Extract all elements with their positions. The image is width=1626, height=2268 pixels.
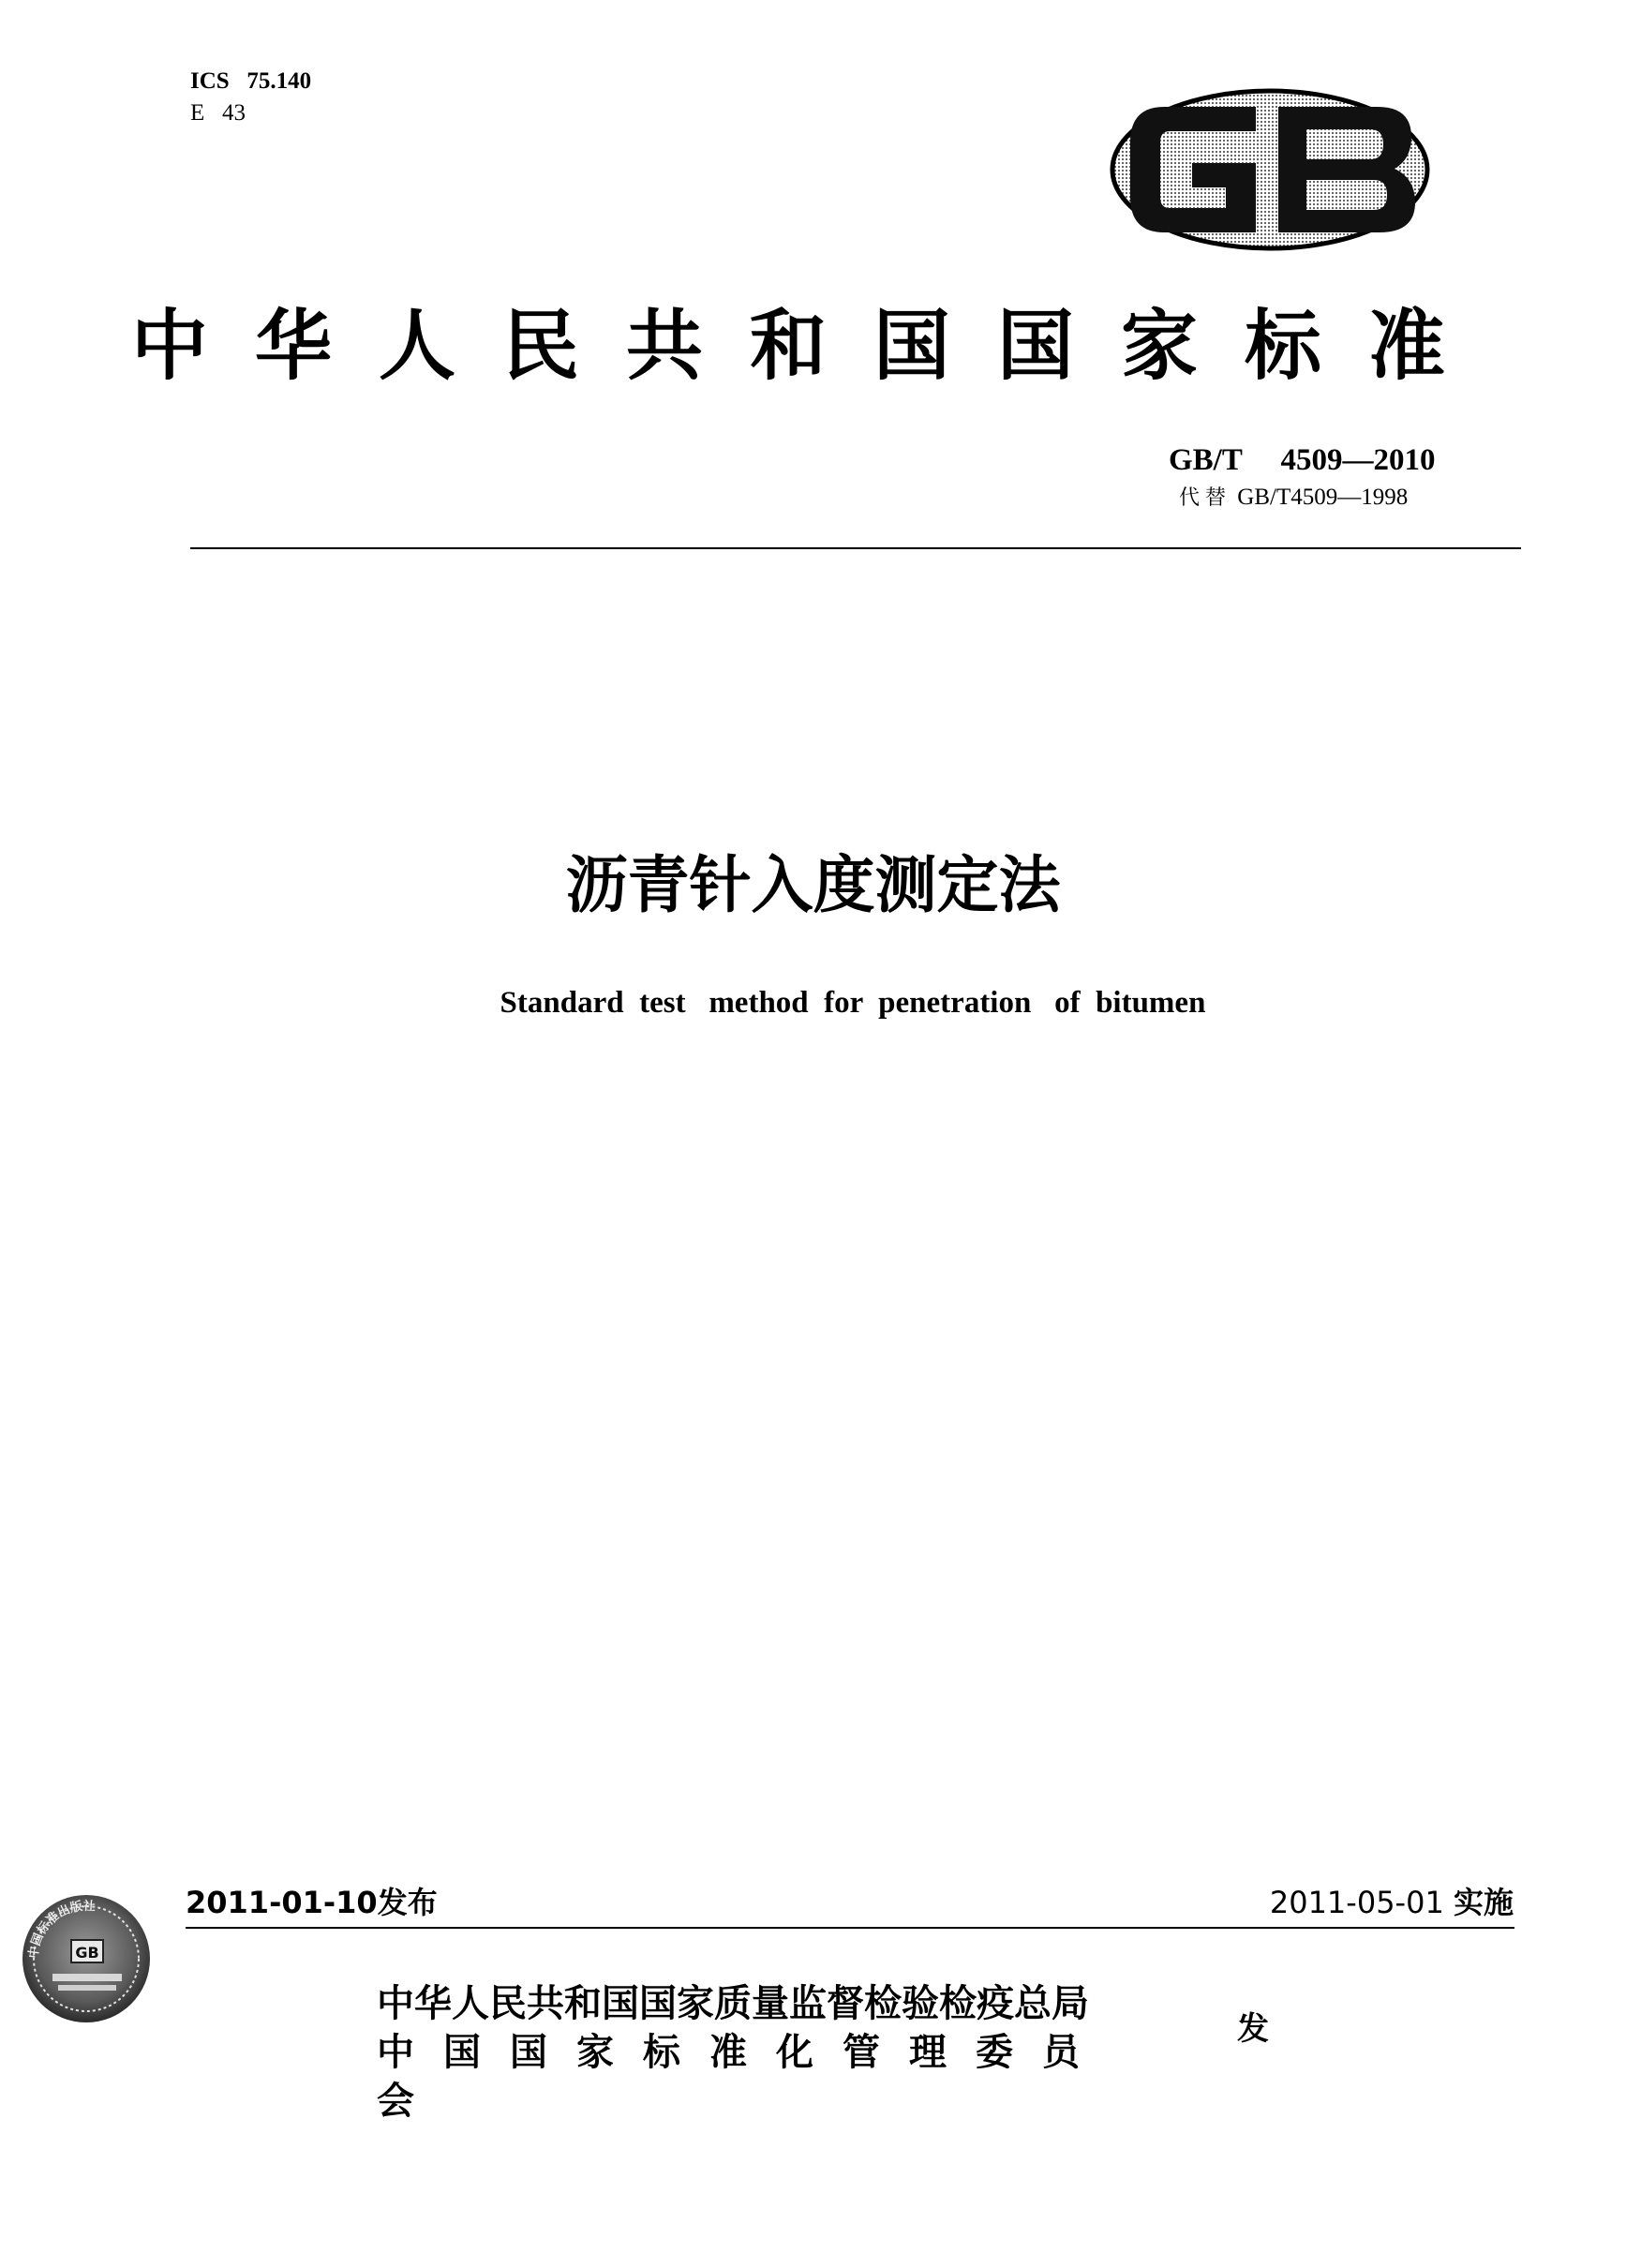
publisher-seal [15, 1884, 157, 2026]
issuer-sac-continued: 会 [377, 2080, 414, 2123]
replaces-code: GB/T4509—1998 [1237, 485, 1409, 510]
seal-text: 中国标准出版社 [26, 1899, 97, 1960]
replaces-label: 代替 [1179, 486, 1232, 510]
implementation-date [1242, 1879, 1514, 1922]
replaces-line [1179, 482, 1408, 511]
footer-divider [186, 1927, 1514, 1929]
issue-date [186, 1879, 438, 1922]
title-chinese: 沥青针入度测定法 [565, 849, 1061, 921]
issuer-aqsiq: 中华人民共和国国家质量监督检验检疫总局 [377, 1982, 1089, 2025]
issued-by-label: 发 [1237, 2010, 1269, 2048]
issuer-sac: 中国国家标准化管理委员 [377, 2031, 1109, 2074]
implementation-label: 实施 [1453, 1885, 1514, 1920]
gb-logo [1106, 86, 1434, 253]
svg-text:GB: GB [75, 1944, 99, 1962]
ccs-code: E 43 [190, 100, 246, 126]
standard-number: GB/T 4509—2010 [1169, 443, 1436, 477]
title-english: Standard test method for penetration of bitumen [500, 986, 1206, 1020]
implementation-date-value: 2011-05-01 [1269, 1885, 1454, 1920]
issue-date-value: 2011-01-10 [186, 1885, 378, 1920]
standard-heading: 中华人民共和国国家标准 [131, 302, 1493, 391]
ics-code: ICS 75.140 [190, 68, 312, 94]
issue-label: 发布 [377, 1885, 438, 1920]
header-divider [190, 547, 1521, 549]
